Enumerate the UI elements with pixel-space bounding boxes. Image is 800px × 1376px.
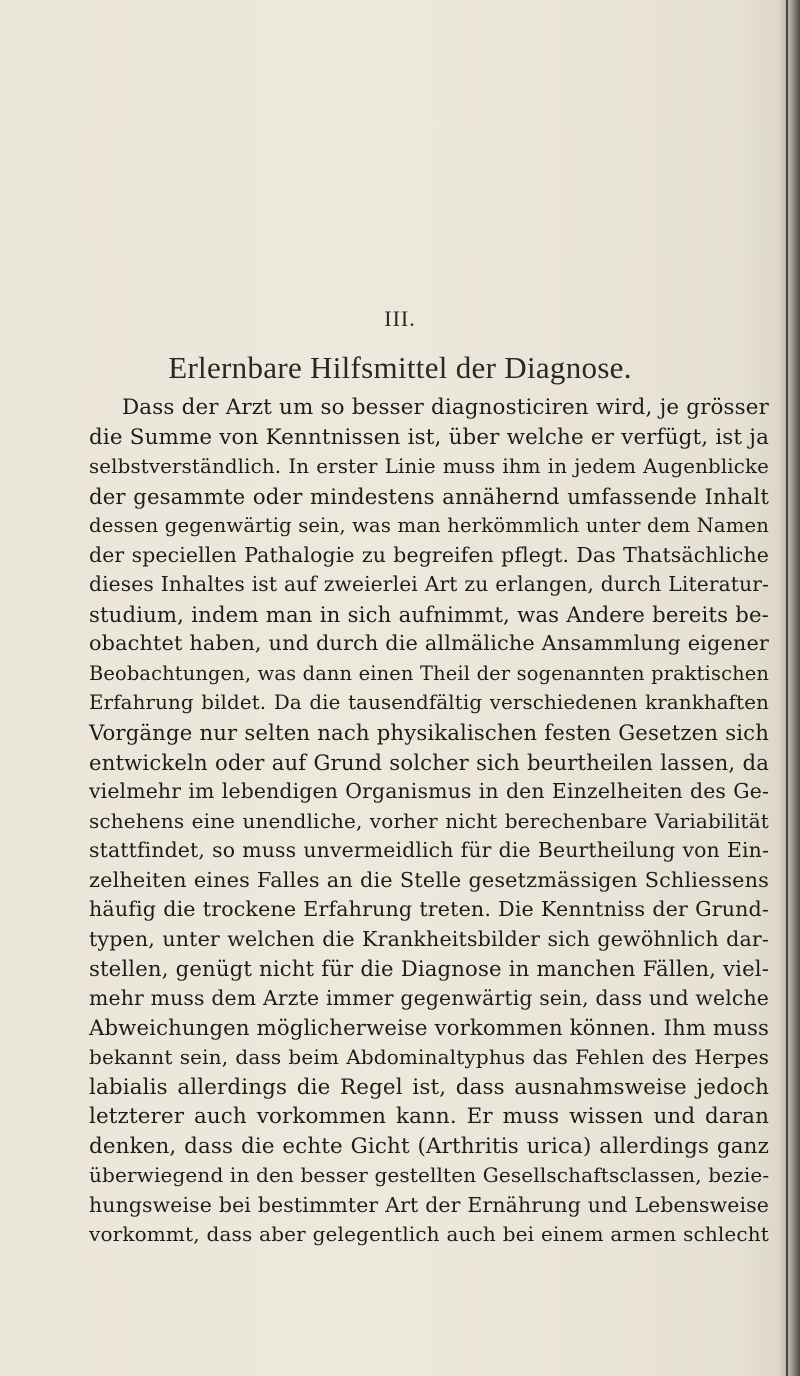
page-edge-shadow (778, 0, 800, 1376)
text-line: bekannt sein, dass beim Abdominaltyphus das Fehlen des Herpes (89, 1045, 769, 1070)
text-line: hungsweise bei bestimmter Art der Ernährung und Lebensweise (89, 1192, 769, 1217)
text-line: mehr muss dem Arzte immer gegenwärtig sein, dass und welche (89, 985, 769, 1010)
text-line: zelheiten eines Falles an die Stelle gesetzmässigen Schliessens (89, 867, 769, 892)
text-line: dieses Inhaltes ist auf zweierlei Art zu erlangen, durch Literatur- (89, 572, 769, 597)
text-line: Vorgänge nur selten nach physikalischen festen Gesetzen sich (89, 720, 769, 746)
text-line: überwiegend in den besser gestellten Gesellschaftsclassen, bezie- (89, 1163, 770, 1188)
text-line: denken, dass die echte Gicht (Arthritis urica) allerdings ganz (89, 1133, 769, 1159)
text-line: Erfahrung bildet. Da die tausendfältig verschiedenen krankhaften (89, 691, 769, 715)
text-line: Abweichungen möglicherweise vorkommen können. Ihm muss (89, 1015, 769, 1041)
text-line: entwickeln oder auf Grund solcher sich beurtheilen lassen, da (89, 749, 769, 775)
text-line: labialis allerdings die Regel ist, dass ausnahmsweise jedoch (89, 1074, 769, 1100)
text-line: die Summe von Kenntnissen ist, über welche er verfügt, ist ja (89, 424, 769, 450)
text-line: typen, unter welchen die Krankheitsbilder sich gewöhnlich dar- (89, 926, 769, 951)
text-line: der speciellen Pathalogie zu begreifen pflegt. Das Thatsächliche (89, 542, 769, 567)
chapter-title: Erlernbare Hilfsmittel der Diagnose. (168, 350, 632, 385)
text-line: schehens eine unendliche, vorher nicht berechenbare Variabilität (89, 808, 769, 833)
text-line: Dass der Arzt um so besser diagnosticiren wird, je grösser (122, 395, 769, 420)
text-line: der gesammte oder mindestens annähernd umfassende Inhalt (89, 483, 769, 509)
text-line: Beobachtungen, was dann einen Theil der sogenannten praktischen (89, 661, 769, 685)
body-paragraph (89, 393, 769, 1250)
text-line: selbstverständlich. In erster Linie muss ihm in jedem Augenblicke (89, 455, 769, 479)
text-line: häufig die trockene Erfahrung treten. Die Kenntniss der Grund- (89, 897, 769, 922)
text-line: dessen gegenwärtig sein, was man herkömmlich unter dem Namen (89, 514, 769, 538)
text-line: letzterer auch vorkommen kann. Er muss wissen und daran (89, 1104, 769, 1130)
text-line: vielmehr im lebendigen Organismus in den Einzelheiten des Ge- (89, 779, 769, 804)
text-line: vorkommt, dass aber gelegentlich auch bei einem armen schlecht (89, 1222, 769, 1247)
text-line: studium, indem man in sich aufnimmt, was Andere bereits be- (89, 601, 769, 627)
text-line: stattfindet, so muss unvermeidlich für die Beurtheilung von Ein- (89, 838, 769, 863)
text-line: obachtet haben, und durch die allmäliche Ansammlung eigener (89, 631, 769, 656)
text-line: stellen, genügt nicht für die Diagnose in manchen Fällen, viel- (89, 956, 769, 982)
chapter-number: III. (384, 306, 416, 331)
page-edge-line (786, 0, 788, 1376)
